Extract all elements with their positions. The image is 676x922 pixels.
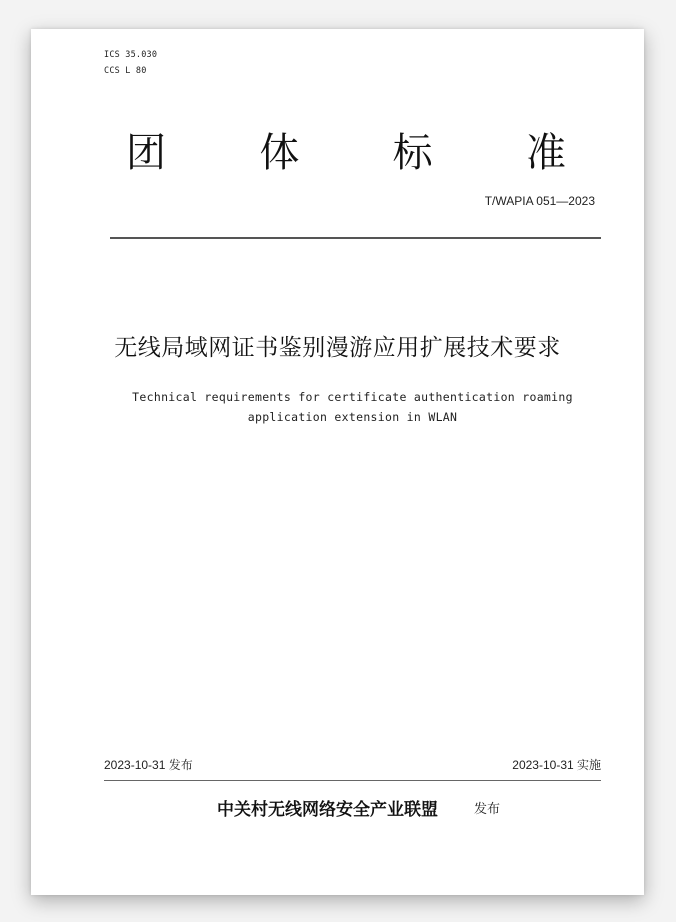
standard-type-char: 体 [259,130,300,176]
standard-type-heading [126,121,566,178]
standard-type-char: 标 [392,130,433,176]
chinese-title: 无线局域网证书鉴别漫游应用扩展技术要求 [114,335,561,361]
ics-code: ICS 35.030 [104,50,158,60]
issue-date: 2023-10-31 发布 [104,758,193,772]
implementation-date: 2023-10-31 实施 [512,758,601,772]
publisher-name: 中关村无线网络安全产业联盟 [217,800,438,820]
standard-type-char: 团 [126,130,166,176]
standard-type-char: 准 [525,130,566,176]
top-divider [110,237,601,239]
english-title-line-2: application extension in WLAN [247,410,458,424]
ccs-code: CCS L 80 [104,66,147,76]
publisher-action: 发布 [474,802,501,817]
standard-number: T/WAPIA 051—2023 [484,194,595,208]
english-title-line-1: Technical requirements for certificate authentication roaming [132,390,573,404]
standard-cover-page [31,29,644,895]
bottom-divider [104,780,601,781]
